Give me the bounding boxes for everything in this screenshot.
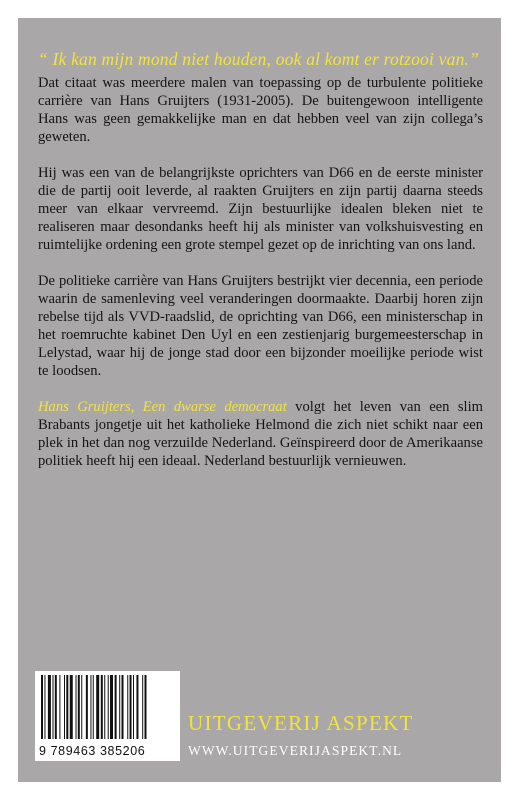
barcode [35, 671, 180, 761]
blurb-paragraph-3: De politieke carrière van Hans Gruijters bestrijkt vier decennia, een periode waarin de samenleving veel veranderingen doormaakte. Daarbij horen zijn rebelse tijd als VVD-raadslid, de oprichting van D66, een ministerschap in het roemruchte kabinet Den Uyl en een zestienjarig burgemeesterschap in Lelystad, waar hij de jonge stad door een bijzonder moeilijke periode wist te loodsen. [38, 273, 483, 379]
blurb-paragraph-4 [38, 398, 483, 470]
blurb-paragraph-1: Dat citaat was meerdere malen van toepassing op de turbulente politieke carrière van Hans Gruijters (1931-2005). De buitengewoon intelligente Hans was geen gemakkelijke man en dat hebben veel van zijn collega’s geweten. [38, 75, 483, 145]
pull-quote: “ Ik kan mijn mond niet houden, ook al komt er rotzooi van.” [38, 49, 480, 69]
barcode-bars [41, 675, 175, 739]
blurb-paragraph-4-text: volgt het leven van een slim Brabants jongetje uit het katholieke Helmond die zich niet schikt naar een plek in het dan nog verzuilde Nederland. Geïnspireerd door de Amerikaanse politiek heeft hij een ideaal. Nederland bestuurlijk vernieuwen. [38, 399, 483, 469]
publisher-logo-text: UITGEVERIJ ASPEKT [188, 711, 414, 735]
book-title-highlight: Hans Gruijters, Een dwarse democraat [38, 399, 287, 415]
blurb-text [38, 74, 483, 488]
publisher-website: WWW.UITGEVERIJASPEKT.NL [188, 743, 403, 758]
blurb-paragraph-2: Hij was een van de belangrijkste oprichters van D66 en de eerste minister die de partij ooit leverde, al raakten Gruijters en zijn partij daarna steeds meer van elkaar vervreemd. Zijn bestuurlijke idealen bleken niet te realiseren maar desondanks heeft hij als minister van volkshuisvesting en ruimtelijke ordening een grote stempel gezet op de inrichting van ons land. [38, 165, 483, 253]
isbn-number: 9 789463 385206 [39, 744, 146, 758]
